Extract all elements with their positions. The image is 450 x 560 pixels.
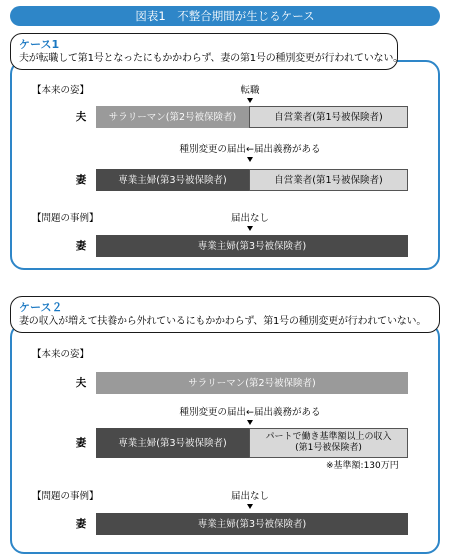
case1-notice-arrow bbox=[247, 157, 253, 162]
case2-problem-wife-label: 妻 bbox=[75, 518, 87, 530]
case2-no-notice-label: 届出なし bbox=[230, 491, 269, 502]
case2-husband-bar bbox=[96, 372, 408, 394]
case1-description: 夫が転職して第1号となったにもかかわらず、妻の第1号の種別変更が行われていない。 bbox=[19, 53, 403, 64]
case2-wife-seg-housewife: 専業主婦(第3号被保険者) bbox=[96, 428, 249, 458]
case1-husband-seg-employee: サラリーマン(第2号被保険者) bbox=[96, 106, 249, 128]
case1-wife-bar bbox=[96, 169, 408, 191]
case2-no-notice-arrow bbox=[247, 504, 253, 509]
case1-no-notice-arrow bbox=[247, 226, 253, 231]
case1-callout bbox=[10, 33, 403, 70]
case1-original-label: 【本来の姿】 bbox=[32, 85, 90, 96]
case2-original-label: 【本来の姿】 bbox=[32, 349, 90, 360]
case2-wife-bar bbox=[96, 428, 408, 458]
case1-problem-wife-label: 妻 bbox=[75, 240, 87, 252]
case2-notice-label: 種別変更の届出←届出義務がある bbox=[179, 407, 321, 418]
case2-husband-label: 夫 bbox=[75, 377, 87, 389]
case2-description: 妻の収入が増えて扶養から外れているにもかかわらず、第1号の種別変更が行われていない。 bbox=[19, 316, 427, 327]
case1-change-label: 転職 bbox=[240, 85, 260, 96]
case1-wife-seg-selfemployed: 自営業者(第1号被保険者) bbox=[249, 169, 408, 191]
case1-husband-bar bbox=[96, 106, 408, 128]
case1-problem-label: 【問題の事例】 bbox=[32, 213, 99, 224]
case2-wife-seg-parttime-line1: パートで働き基準額以上の収入 bbox=[265, 432, 392, 442]
case2-husband-seg-employee: サラリーマン(第2号被保険者) bbox=[96, 372, 408, 394]
case2-wife-label: 妻 bbox=[75, 437, 87, 449]
case2-problem-wife-bar bbox=[96, 513, 408, 535]
case2-notice-arrow bbox=[247, 420, 253, 425]
case2-wife-seg-parttime bbox=[249, 428, 408, 458]
case2-wife-seg-parttime-line2: (第1号被保険者) bbox=[295, 443, 362, 453]
case1-notice-label: 種別変更の届出←届出義務がある bbox=[179, 144, 321, 155]
figure-title: 図表1 不整合期間が生じるケース bbox=[10, 6, 440, 26]
case1-heading: ケース1 bbox=[19, 38, 60, 51]
case1-problem-wife-bar bbox=[96, 235, 408, 257]
case2-threshold-note: ※基準額:130万円 bbox=[326, 461, 399, 471]
case1-husband-label: 夫 bbox=[75, 111, 87, 123]
case1-no-notice-label: 届出なし bbox=[230, 213, 269, 224]
case2-heading: ケース２ bbox=[19, 301, 63, 314]
case2-problem-wife-seg: 専業主婦(第3号被保険者) bbox=[96, 513, 408, 535]
case1-change-arrow bbox=[247, 98, 253, 103]
case2-callout bbox=[10, 296, 440, 333]
case1-wife-seg-housewife: 専業主婦(第3号被保険者) bbox=[96, 169, 249, 191]
case1-problem-wife-seg: 専業主婦(第3号被保険者) bbox=[96, 235, 408, 257]
case1-wife-label: 妻 bbox=[75, 174, 87, 186]
case2-problem-label: 【問題の事例】 bbox=[32, 491, 99, 502]
case1-husband-seg-selfemployed: 自営業者(第1号被保険者) bbox=[249, 106, 408, 128]
